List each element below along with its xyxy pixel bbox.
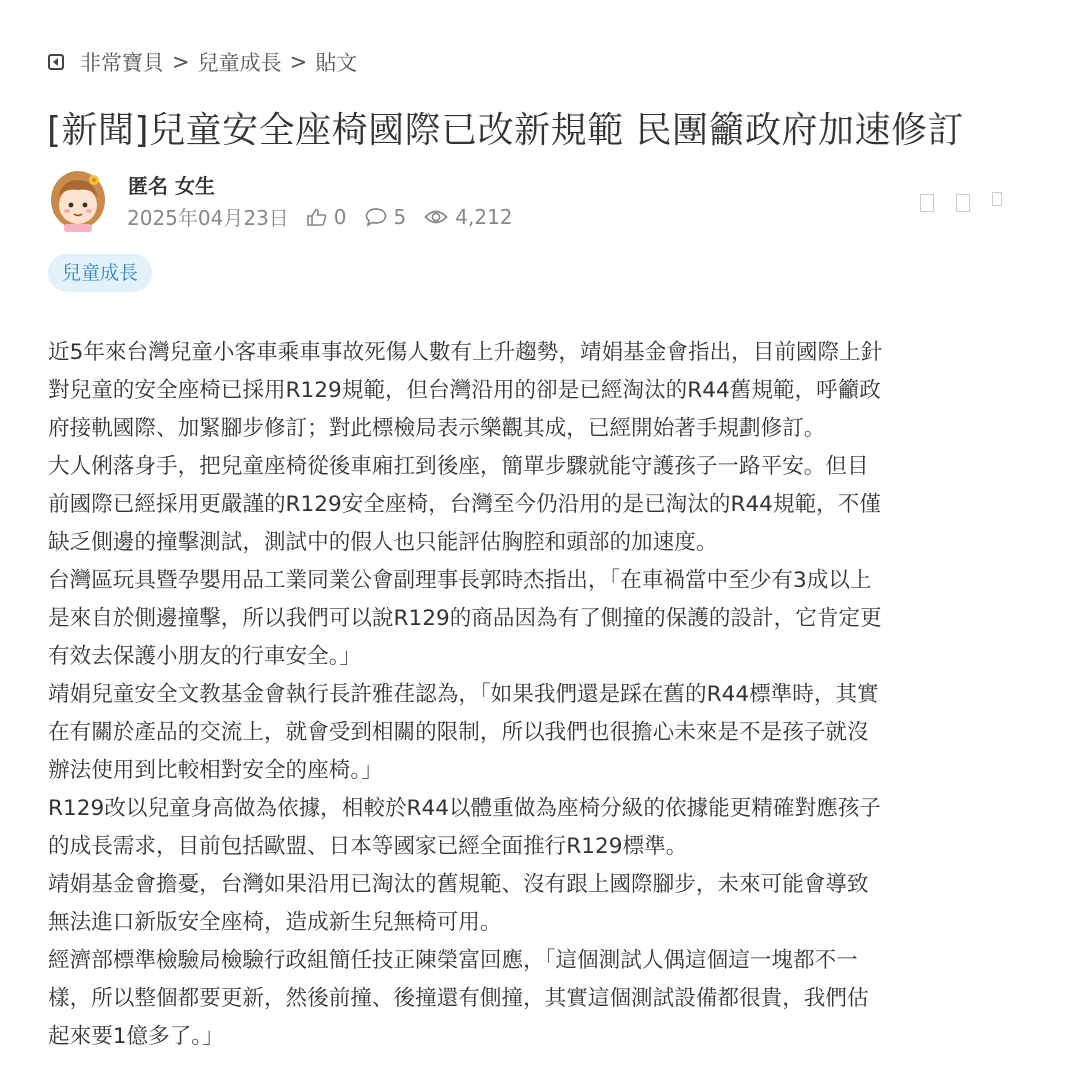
eye-icon — [424, 208, 448, 226]
content-line: 府接軌國際、加緊腳步修訂；對此標檢局表示樂觀其成，已經開始著手規劃修訂。 — [48, 416, 826, 441]
like-count[interactable] — [307, 205, 347, 229]
content-line: 經濟部標準檢驗局檢驗行政組簡任技正陳榮富回應，「這個測試人偶這個這一塊都不一 — [48, 948, 858, 973]
content-line: 是來自於側邊撞擊，所以我們可以說R129的商品因為有了側撞的保護的設計，它肯定更 — [48, 606, 882, 631]
content-line: 無法進口新版安全座椅，造成新生兒無椅可用。 — [48, 910, 502, 935]
bookmark-icon[interactable] — [920, 194, 934, 212]
content-line: 辦法使用到比較相對安全的座椅。」 — [48, 758, 383, 783]
breadcrumb-item-category[interactable]: 兒童成長 — [197, 51, 282, 75]
more-options-icon[interactable] — [992, 192, 1002, 206]
like-count-value: 0 — [333, 204, 347, 229]
share-icon[interactable] — [956, 194, 970, 212]
content-line: 近5年來台灣兒童小客車乘車事故死傷人數有上升趨勢，靖娟基金會指出，目前國際上針 — [48, 340, 883, 365]
post-actions — [920, 194, 1002, 212]
post-date: 2025年04月23日 — [127, 206, 289, 230]
author-row — [48, 168, 1032, 234]
thumbs-up-icon — [307, 208, 327, 226]
back-square-icon[interactable] — [48, 54, 64, 70]
comment-count-value: 5 — [393, 204, 407, 229]
post-title: [新聞]兒童安全座椅國際已改新規範 民團籲政府加速修訂 — [47, 110, 965, 151]
content-line: 大人俐落身手，把兒童座椅從後車廂扛到後座，簡單步驟就能守護孩子一路平安。但目 — [48, 454, 869, 479]
breadcrumb-separator: > — [172, 50, 190, 74]
avatar[interactable] — [48, 168, 108, 232]
category-tag[interactable]: 兒童成長 — [48, 254, 152, 292]
content-line: 樣，所以整個都要更新，然後前撞、後撞還有側撞，其實這個測試設備都很貴，我們估 — [48, 986, 869, 1011]
comment-count[interactable] — [365, 205, 407, 229]
breadcrumb-separator: > — [289, 50, 308, 74]
view-count — [424, 205, 512, 229]
content-line: 有效去保護小朋友的行車安全。」 — [48, 644, 362, 669]
content-line: 靖娟兒童安全文教基金會執行長許雅荏認為，「如果我們還是踩在舊的R44標準時，其實 — [48, 682, 879, 707]
post-meta — [127, 202, 513, 231]
content-line: 台灣區玩具暨孕嬰用品工業同業公會副理事長郭時杰指出，「在車禍當中至少有3成以上 — [48, 568, 872, 593]
content-line: 靖娟基金會擔憂，台灣如果沿用已淘汰的舊規範、沒有跟上國際腳步，未來可能會導致 — [48, 872, 869, 897]
content-line: 前國際已經採用更嚴謹的R129安全座椅，台灣至今仍沿用的是已淘汰的R44規範，不僅 — [48, 492, 881, 517]
content-line: 起來要1億多了。」 — [48, 1024, 224, 1049]
view-count-value: 4,212 — [455, 204, 513, 229]
content-line: 缺乏側邊的撞擊測試，測試中的假人也只能評估胸腔和頭部的加速度。 — [48, 530, 718, 555]
breadcrumb-item-home[interactable]: 非常寶貝 — [80, 51, 164, 75]
comment-bubble-icon — [365, 207, 387, 227]
breadcrumb — [48, 47, 357, 77]
content-line: 對兒童的安全座椅已採用R129規範，但台灣沿用的卻是已經淘汰的R44舊規範，呼籲政 — [48, 378, 881, 403]
content-line: 的成長需求，目前包括歐盟、日本等國家已經全面推行R129標準。 — [48, 834, 688, 859]
breadcrumb-item-current: 貼文 — [315, 51, 358, 75]
author-name[interactable]: 匿名 女生 — [128, 174, 215, 198]
content-line: R129改以兒童身高做為依據，相較於R44以體重做為座椅分級的依據能更精確對應孩子 — [48, 796, 881, 821]
content-line: 在有關於產品的交流上，就會受到相關的限制，所以我們也很擔心未來是不是孩子就沒 — [48, 720, 869, 745]
post-content — [48, 334, 1038, 1056]
